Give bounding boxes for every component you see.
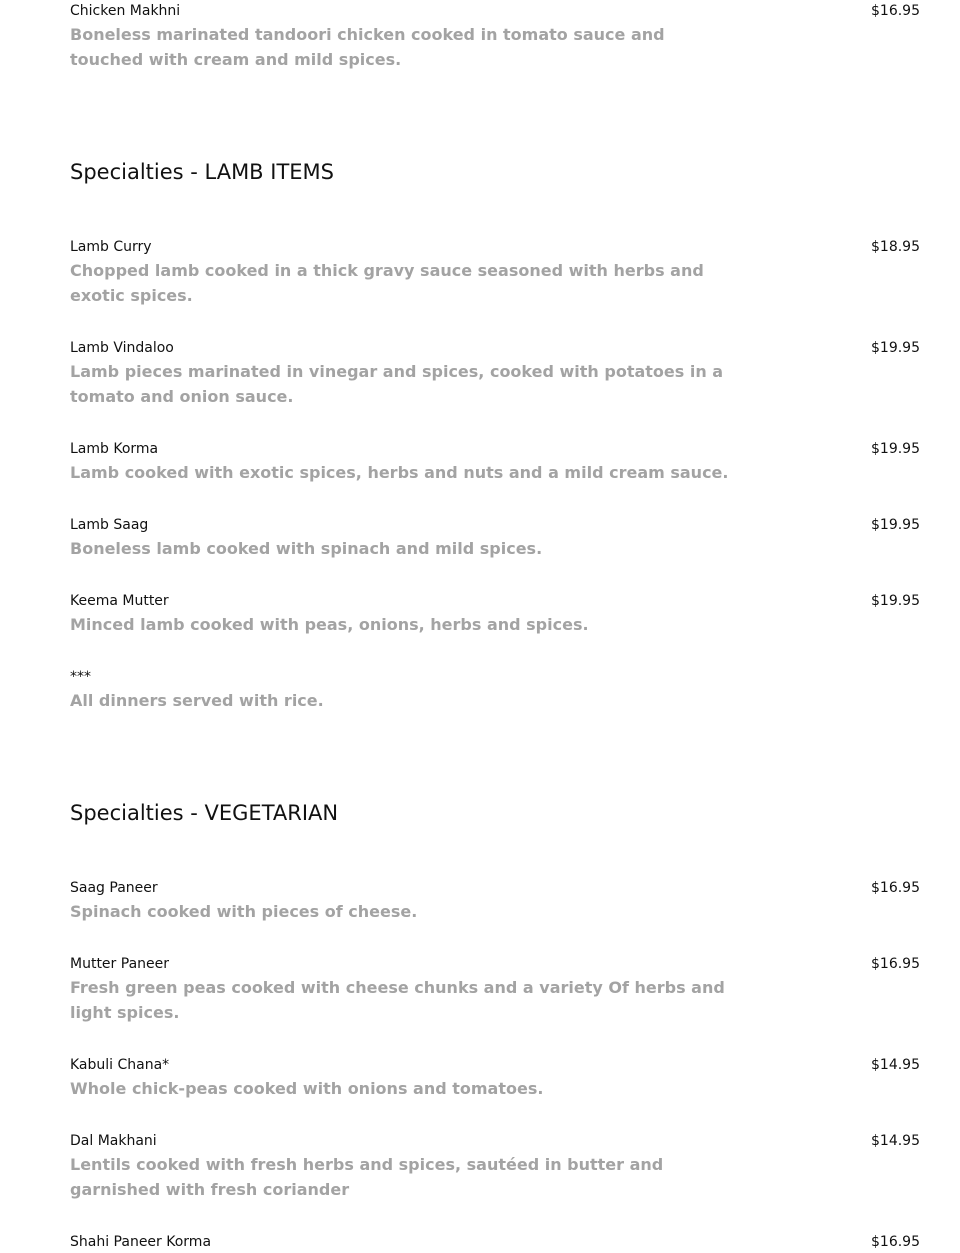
menu-item-price: $19.95 [871,441,920,457]
menu-item-price: $19.95 [871,340,920,356]
menu-item-description: Boneless marinated tandoori chicken cooked in tomato sauce and touched with cream and mild spices. [70,25,665,69]
menu-item-price: $19.95 [871,517,920,533]
section-title-vegetarian: Specialties - VEGETARIAN [70,801,339,825]
menu-item-name: Saag Paneer [70,880,158,896]
menu-item-description: Fresh green peas cooked with cheese chunks and a variety Of herbs and light spices. [70,978,725,1022]
menu-item-description: Minced lamb cooked with peas, onions, herbs and spices. [70,615,589,634]
menu-item-description: Whole chick-peas cooked with onions and tomatoes. [70,1079,544,1098]
menu-item-price: $16.95 [871,956,920,972]
menu-item-name: Mutter Paneer [70,956,169,972]
menu-item-name: Keema Mutter [70,593,169,609]
menu-item-description: Spinach cooked with pieces of cheese. [70,902,418,921]
menu-item-description: Lamb pieces marinated in vinegar and spices, cooked with potatoes in a tomato and onion sauce. [70,362,724,406]
note-rice: All dinners served with rice. [70,691,324,710]
menu-item-name: Chicken Makhni [70,3,181,19]
menu-item-price: $18.95 [871,239,920,255]
menu-item-price: $14.95 [871,1057,920,1073]
menu-item-description: Chopped lamb cooked in a thick gravy sauce seasoned with herbs and exotic spices. [70,261,704,305]
menu-item-name: Lamb Korma [70,441,159,457]
menu-item-name: Dal Makhani [70,1133,157,1149]
section-title-lamb: Specialties - LAMB ITEMS [70,160,335,184]
menu-item-price: $16.95 [871,1234,920,1250]
menu-item-name: Shahi Paneer Korma [70,1234,212,1250]
menu-item-price: $16.95 [871,880,920,896]
menu-item-description: Lentils cooked with fresh herbs and spices, sautéed in butter and garnished with fresh coriander [70,1155,664,1199]
note-separator: *** [70,669,91,685]
menu-item-description: Boneless lamb cooked with spinach and mild spices. [70,539,543,558]
menu-item-price: $14.95 [871,1133,920,1149]
menu-item-description: Lamb cooked with exotic spices, herbs and nuts and a mild cream sauce. [70,463,729,482]
menu-item-price: $16.95 [871,3,920,19]
menu-item-name: Kabuli Chana* [70,1057,170,1073]
menu-item-name: Lamb Vindaloo [70,340,174,356]
menu-item-price: $19.95 [871,593,920,609]
menu-item-name: Lamb Curry [70,239,152,255]
menu-item-name: Lamb Saag [70,517,149,533]
